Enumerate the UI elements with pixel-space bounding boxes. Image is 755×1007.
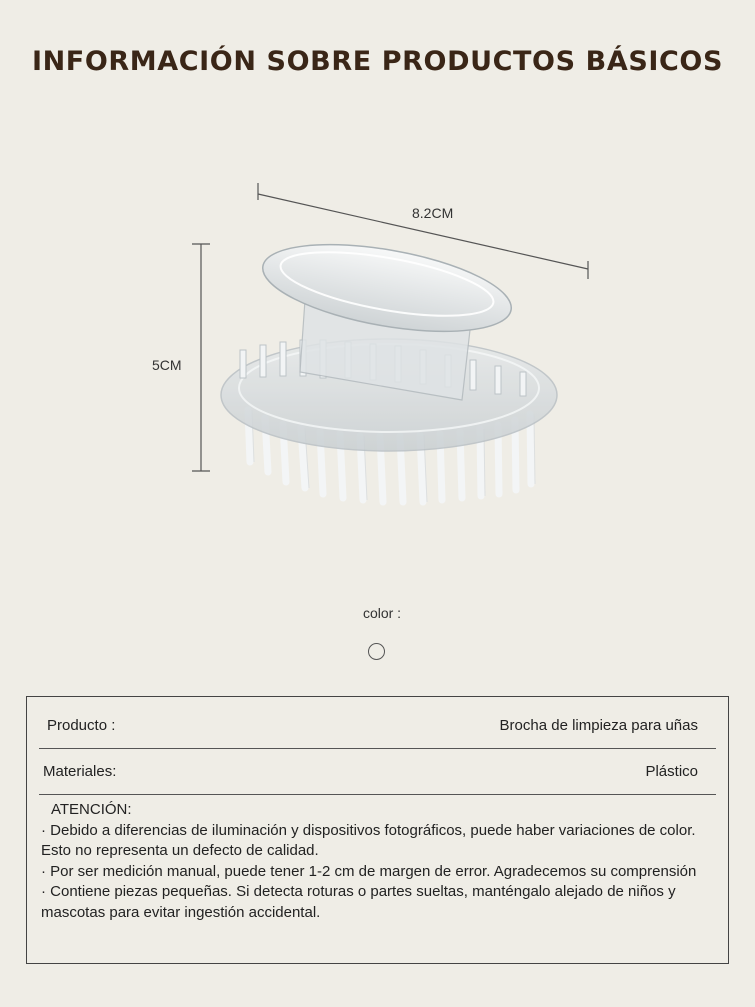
width-label: 8.2CM xyxy=(412,205,454,221)
note-item: · Debido a diferencias de iluminación y dispositivos fotográficos, puede haber variaciones de color. Esto no representa un defecto de calidad. xyxy=(41,821,696,859)
product-value: Brocha de limpieza para uñas xyxy=(499,717,698,734)
materials-value: Plástico xyxy=(645,763,698,780)
height-label: 5CM xyxy=(152,357,182,373)
note-item: · Contiene piezas pequeñas. Si detecta roturas o partes sueltas, manténgalo alejado de niños y mascotas para evitar ingestión accidental. xyxy=(41,883,676,921)
note-item: · Por ser medición manual, puede tener 1-2 cm de margen de error. Agradecemos su comprensión xyxy=(41,862,697,880)
materials-row xyxy=(39,748,716,795)
height-dimension-line xyxy=(192,244,210,471)
materials-label: Materiales: xyxy=(43,763,117,780)
color-label: color : xyxy=(362,605,402,621)
specs-table xyxy=(26,696,729,964)
product-row xyxy=(39,702,716,749)
product-label: Producto : xyxy=(47,717,116,734)
nail-brush-image xyxy=(221,229,557,502)
color-swatch[interactable] xyxy=(368,643,385,660)
attention-notes xyxy=(41,800,717,923)
page-title: INFORMACIÓN SOBRE PRODUCTOS BÁSICOS xyxy=(31,46,724,77)
attention-heading: ATENCIÓN: xyxy=(51,801,132,818)
